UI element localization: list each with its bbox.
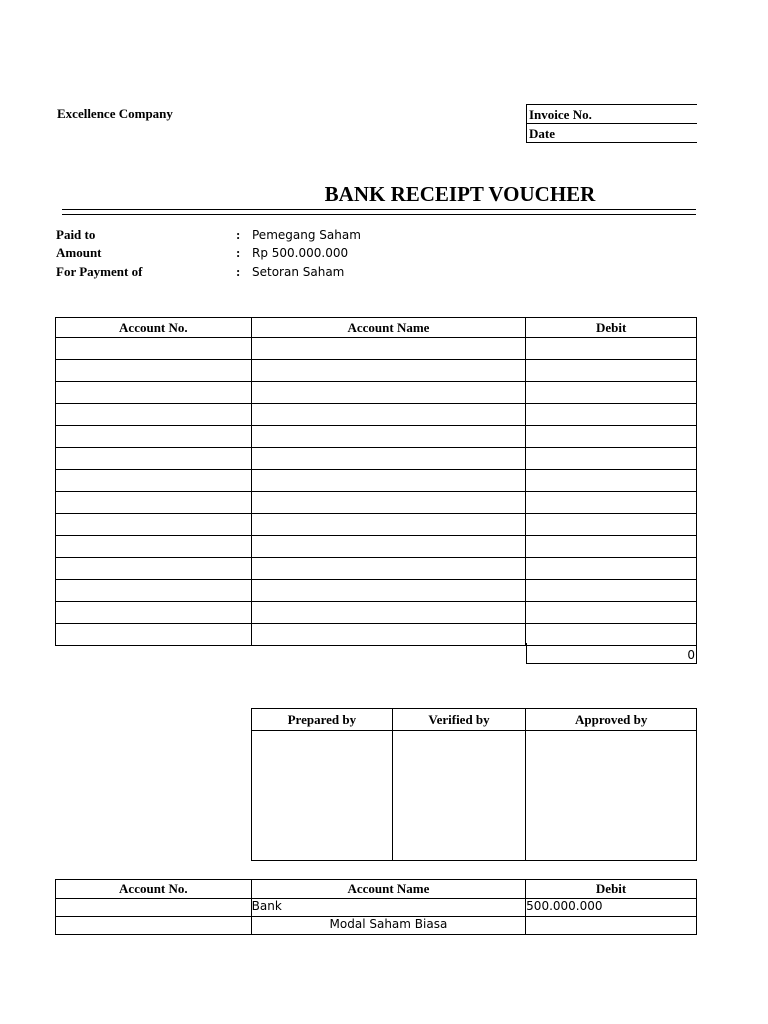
prepared-by-signature-cell[interactable]	[252, 731, 393, 861]
account-name-cell[interactable]	[251, 382, 526, 404]
debit-cell[interactable]	[526, 404, 697, 426]
entry-table-row	[56, 404, 697, 426]
title-divider-bottom-right	[188, 214, 696, 215]
debit-cell[interactable]	[526, 470, 697, 492]
entry-table-row	[56, 382, 697, 404]
account-name-cell[interactable]	[251, 470, 526, 492]
debit-cell[interactable]	[526, 448, 697, 470]
debit-cell[interactable]	[526, 558, 697, 580]
entry-table-row	[56, 558, 697, 580]
entry-table-row	[56, 580, 697, 602]
entry-table-row	[56, 338, 697, 360]
summary-debit-cell: 500.000.000	[526, 899, 697, 917]
debit-cell[interactable]	[526, 514, 697, 536]
debit-total: 0	[526, 643, 697, 664]
entry-table-row	[56, 602, 697, 624]
debit-cell[interactable]	[526, 360, 697, 382]
paid-to-label: Paid to	[56, 227, 96, 242]
account-no-cell[interactable]	[56, 514, 252, 536]
signature-row	[252, 731, 697, 861]
date-label: Date	[527, 124, 697, 143]
summary-table-header	[56, 880, 697, 899]
account-name-cell[interactable]	[251, 514, 526, 536]
debit-cell[interactable]	[526, 338, 697, 360]
account-name-header: Account Name	[251, 318, 526, 338]
account-name-cell[interactable]	[251, 536, 526, 558]
invoice-box	[526, 104, 697, 143]
amount-colon: :	[236, 245, 241, 260]
summary-table	[55, 879, 697, 935]
summary-account-name-header: Account Name	[251, 880, 526, 899]
entry-table-header	[56, 318, 697, 338]
voucher-title: BANK RECEIPT VOUCHER	[324, 182, 596, 206]
account-name-cell[interactable]	[251, 624, 526, 646]
summary-account-name-cell: Modal Saham Biasa	[251, 917, 526, 935]
entry-table-row	[56, 514, 697, 536]
account-no-cell[interactable]	[56, 558, 252, 580]
signature-table	[251, 708, 697, 861]
account-no-cell[interactable]	[56, 404, 252, 426]
prepared-by-header: Prepared by	[252, 709, 393, 731]
account-no-cell[interactable]	[56, 360, 252, 382]
payment-for-colon: :	[236, 264, 241, 279]
verified-by-signature-cell[interactable]	[392, 731, 526, 861]
account-no-cell[interactable]	[56, 602, 252, 624]
entry-table-row	[56, 360, 697, 382]
debit-cell[interactable]	[526, 602, 697, 624]
debit-cell[interactable]	[526, 492, 697, 514]
amount-label: Amount	[56, 245, 102, 260]
debit-cell[interactable]	[526, 580, 697, 602]
summary-debit-header: Debit	[526, 880, 697, 899]
entry-table-row	[56, 448, 697, 470]
account-name-cell[interactable]	[251, 426, 526, 448]
verified-by-header: Verified by	[392, 709, 526, 731]
payment-for-label: For Payment of	[56, 264, 143, 279]
debit-cell[interactable]	[526, 536, 697, 558]
amount-value: Rp 500.000.000	[252, 246, 349, 260]
summary-account-no-header: Account No.	[56, 880, 252, 899]
account-no-cell[interactable]	[56, 580, 252, 602]
debit-cell[interactable]	[526, 426, 697, 448]
invoice-number-label: Invoice No.	[527, 105, 697, 124]
debit-cell[interactable]	[526, 382, 697, 404]
paid-to-value: Pemegang Saham	[252, 228, 361, 242]
account-no-cell[interactable]	[56, 338, 252, 360]
company-name: Excellence Company	[57, 106, 173, 121]
account-name-cell[interactable]	[251, 360, 526, 382]
summary-account-name-cell: Bank	[251, 899, 526, 917]
entry-table	[55, 317, 697, 646]
entry-table-row	[56, 470, 697, 492]
summary-debit-cell	[526, 917, 697, 935]
title-divider-bottom-left	[62, 214, 188, 215]
account-no-cell[interactable]	[56, 382, 252, 404]
entry-table-row	[56, 426, 697, 448]
summary-account-no-cell	[56, 899, 252, 917]
account-name-cell[interactable]	[251, 602, 526, 624]
summary-account-no-cell	[56, 917, 252, 935]
account-no-cell[interactable]	[56, 492, 252, 514]
entry-table-row	[56, 492, 697, 514]
title-divider-top	[62, 209, 696, 210]
account-name-cell[interactable]	[251, 448, 526, 470]
entry-table-row	[56, 536, 697, 558]
account-no-cell[interactable]	[56, 448, 252, 470]
account-name-cell[interactable]	[251, 580, 526, 602]
debit-header: Debit	[526, 318, 697, 338]
signature-table-header	[252, 709, 697, 731]
account-name-cell[interactable]	[251, 492, 526, 514]
approved-by-header: Approved by	[526, 709, 697, 731]
account-no-cell[interactable]	[56, 536, 252, 558]
summary-row	[56, 917, 697, 935]
account-no-cell[interactable]	[56, 624, 252, 646]
account-no-header: Account No.	[56, 318, 252, 338]
account-name-cell[interactable]	[251, 558, 526, 580]
payment-for-value: Setoran Saham	[252, 265, 345, 279]
account-name-cell[interactable]	[251, 338, 526, 360]
approved-by-signature-cell[interactable]	[526, 731, 697, 861]
account-no-cell[interactable]	[56, 470, 252, 492]
paid-to-colon: :	[236, 227, 241, 242]
summary-row	[56, 899, 697, 917]
account-name-cell[interactable]	[251, 404, 526, 426]
account-no-cell[interactable]	[56, 426, 252, 448]
